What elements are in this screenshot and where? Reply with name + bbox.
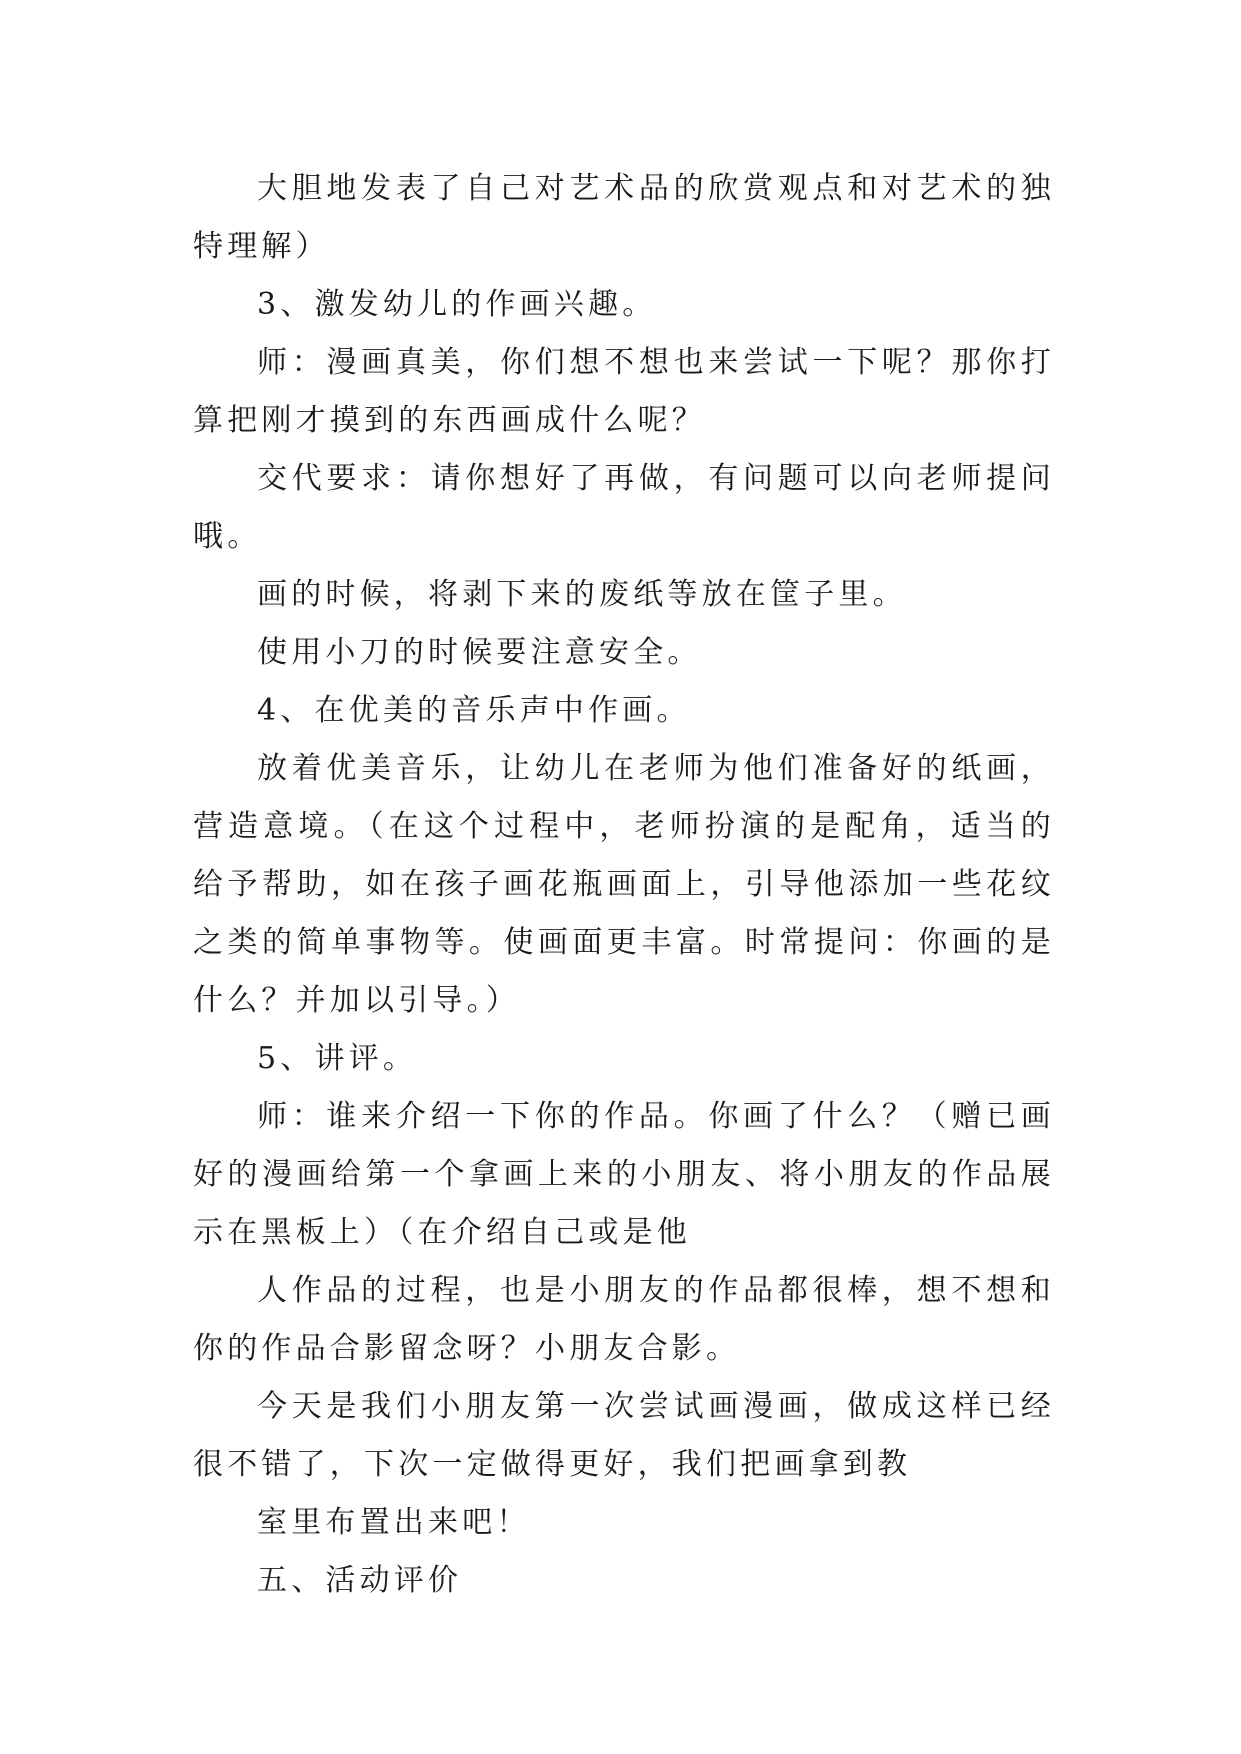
paragraph: 五、活动评价 [257, 1563, 463, 1598]
paragraph: 4、在优美的音乐声中作画。 [257, 693, 691, 728]
paragraph: 人作品的过程，也是小朋友的作品都很棒，想不想和你的作品合影留念呀？小朋友合影。 [193, 1273, 1055, 1366]
paragraph: 放着优美音乐，让幼儿在老师为他们准备好的纸画，营造意境。（在这个过程中，老师扮演的是配角，适当的给予帮助，如在孩子画花瓶画面上，引导他添加一些花纹之类的简单事物等。使画面更丰富。时常提问：你画的是什么？并加以引导。） [193, 751, 1055, 1018]
paragraph: 交代要求：请你想好了再做，有问题可以向老师提问哦。 [193, 461, 1055, 554]
paragraph: 室里布置出来吧！ [257, 1505, 531, 1540]
paragraph: 大胆地发表了自己对艺术品的欣赏观点和对艺术的独特理解） [193, 171, 1055, 264]
paragraph: 今天是我们小朋友第一次尝试画漫画，做成这样已经很不错了，下次一定做得更好，我们把画拿到教 [193, 1389, 1055, 1482]
paragraph: 3、激发幼儿的作画兴趣。 [257, 287, 657, 322]
paragraph: 师：谁来介绍一下你的作品。你画了什么？（赠已画好的漫画给第一个拿画上来的小朋友、将小朋友的作品展示在黑板上）（在介绍自己或是他 [193, 1099, 1055, 1250]
paragraph: 使用小刀的时候要注意安全。 [257, 635, 702, 670]
document-body [193, 160, 1055, 1610]
paragraph: 画的时候，将剥下来的废纸等放在筐子里。 [257, 577, 907, 612]
paragraph: 师：漫画真美，你们想不想也来尝试一下呢？那你打算把刚才摸到的东西画成什么呢？ [193, 345, 1055, 438]
paragraph: 5、讲评。 [257, 1041, 418, 1076]
